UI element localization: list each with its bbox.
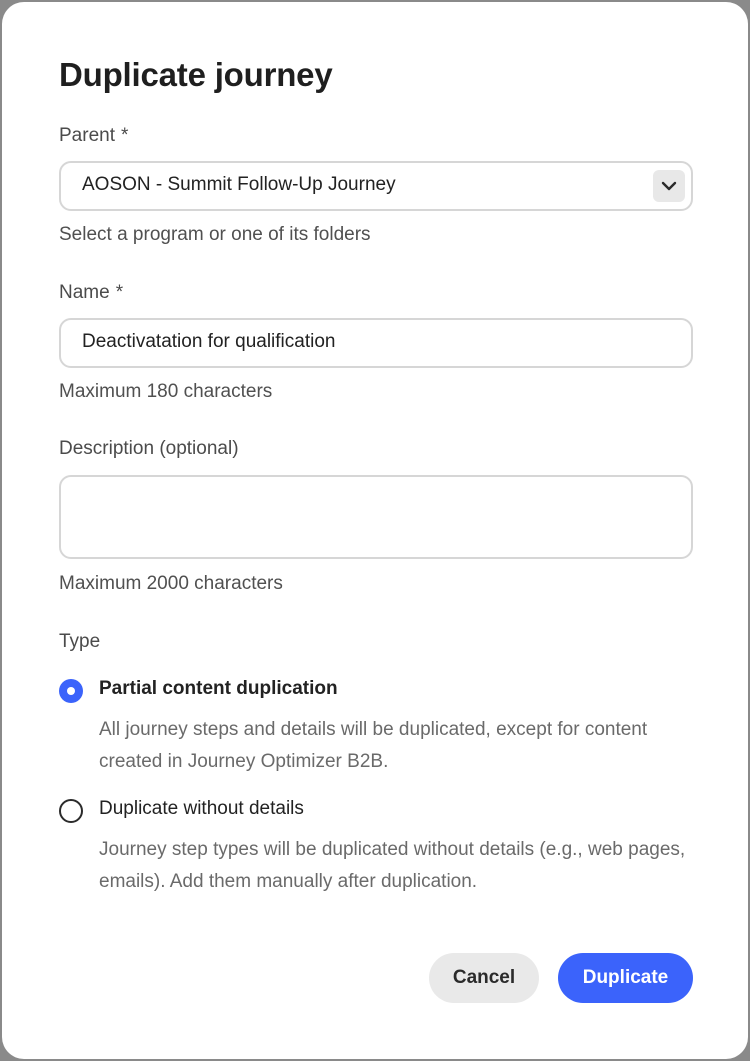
name-label-text: Name bbox=[59, 282, 110, 303]
radio-option-partial[interactable] bbox=[59, 678, 699, 778]
cancel-button[interactable]: Cancel bbox=[429, 953, 539, 1003]
parent-help-text: Select a program or one of its folders bbox=[59, 224, 371, 245]
radio-option-label: Partial content duplication bbox=[99, 678, 338, 699]
dialog-title: Duplicate journey bbox=[59, 56, 333, 93]
name-label bbox=[59, 282, 123, 304]
radio-option-without-details[interactable] bbox=[59, 798, 699, 898]
type-label: Type bbox=[59, 631, 101, 652]
parent-label-text: Parent bbox=[59, 125, 115, 146]
radio-button-checked[interactable] bbox=[59, 679, 83, 703]
name-input-value: Deactivatation for qualification bbox=[82, 331, 336, 352]
description-help-text: Maximum 2000 characters bbox=[59, 573, 283, 594]
parent-select-value: AOSON - Summit Follow-Up Journey bbox=[82, 174, 396, 195]
name-help-text: Maximum 180 characters bbox=[59, 381, 273, 402]
duplicate-button[interactable]: Duplicate bbox=[558, 953, 693, 1003]
radio-button-unchecked[interactable] bbox=[59, 799, 83, 823]
radio-option-description: Journey step types will be duplicated without details (e.g., web pages, emails). Add them manually after duplication. bbox=[99, 839, 686, 892]
duplicate-journey-dialog bbox=[2, 2, 748, 1059]
required-asterisk: * bbox=[120, 125, 129, 146]
parent-select[interactable] bbox=[59, 161, 693, 211]
description-textarea[interactable] bbox=[59, 475, 693, 559]
parent-dropdown-button[interactable] bbox=[653, 170, 685, 202]
description-label: Description (optional) bbox=[59, 438, 239, 459]
chevron-down-icon bbox=[661, 181, 677, 191]
radio-option-description: All journey steps and details will be duplicated, except for content created in Journey Optimizer B2B. bbox=[99, 719, 648, 772]
required-asterisk: * bbox=[115, 282, 124, 303]
parent-label bbox=[59, 125, 128, 147]
radio-option-label: Duplicate without details bbox=[99, 798, 304, 819]
name-input[interactable] bbox=[59, 318, 693, 368]
